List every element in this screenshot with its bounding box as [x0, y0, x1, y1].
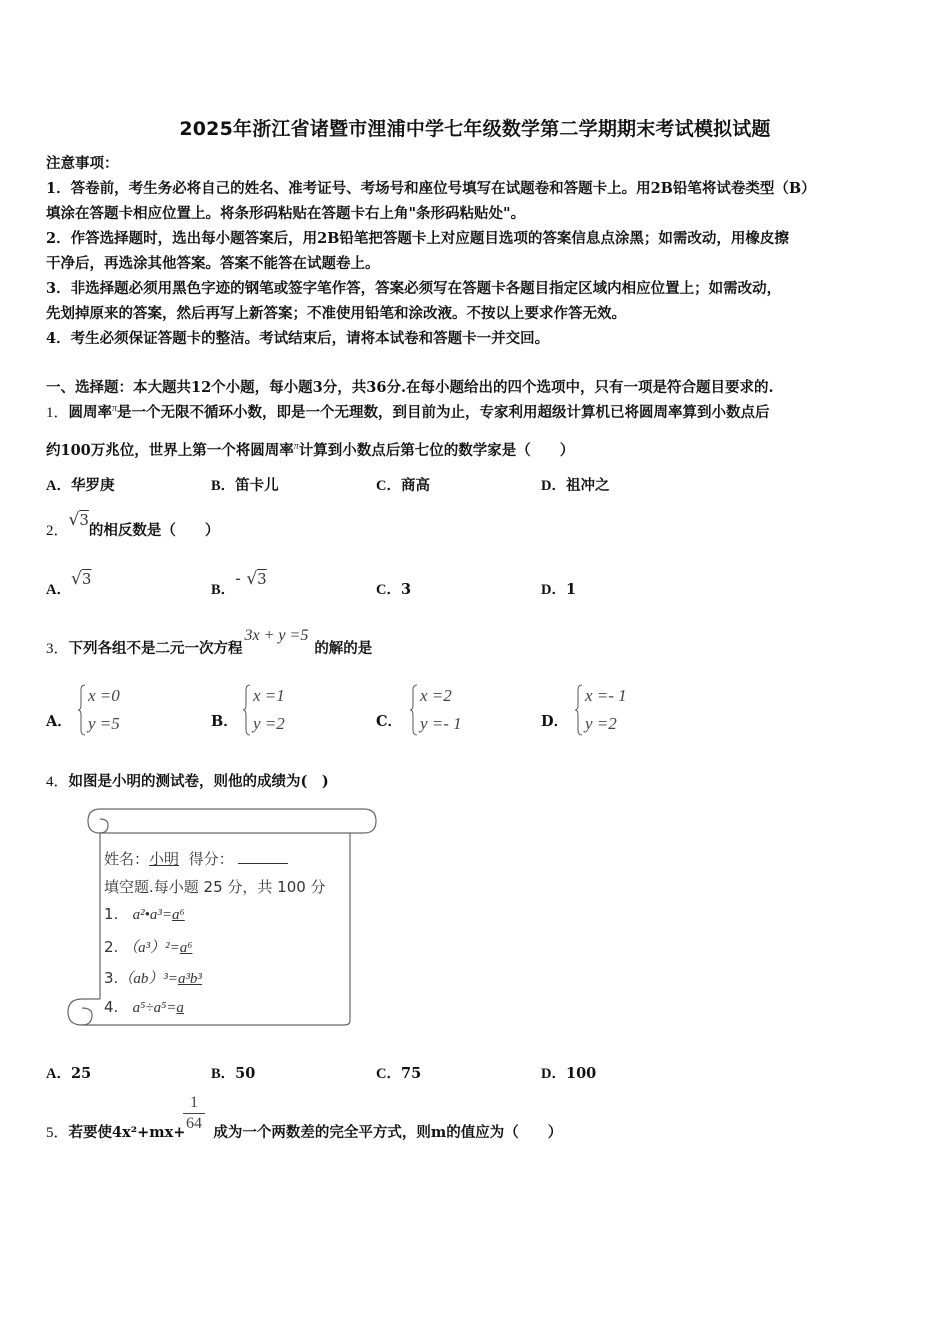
scroll-paper-icon: [52, 803, 382, 1033]
name-label: 姓名：: [104, 850, 150, 868]
item-number: 4.: [104, 998, 119, 1016]
option-text: 50: [235, 1065, 256, 1082]
option-label: A．: [46, 582, 71, 598]
q1-option-b[interactable]: [211, 474, 279, 495]
option-text: 3: [400, 581, 412, 598]
q2-option-d[interactable]: [541, 578, 576, 599]
equation-row: y =2: [585, 714, 617, 733]
sqrt-expression: √3: [68, 510, 89, 530]
brace-icon: [243, 684, 251, 736]
page-title: 2025年浙江省诸暨市浬浦中学七年级数学第二学期期末考试模拟试题: [179, 118, 771, 140]
radicand: 3: [81, 570, 92, 588]
q3-option-a-label[interactable]: A．: [46, 713, 72, 730]
paper-header: [104, 848, 288, 869]
equation-row: y =- 1: [420, 714, 462, 733]
q1-text: 是一个无限不循环小数，即是一个无理数，到目前为止，专家利用超级计算机已将圆周率算到小数点后: [117, 404, 770, 421]
item-question: a⁵÷a⁵=: [132, 1000, 177, 1016]
q1-option-d[interactable]: [541, 474, 609, 495]
q4-text: 如图是小明的测试卷，则他的成绩为( ): [68, 773, 329, 790]
student-name: 小明: [149, 850, 180, 868]
equation-row: y =5: [88, 714, 120, 733]
item-question: （ab）³=: [118, 971, 178, 987]
question-2: [46, 510, 220, 540]
question-number: 2．: [46, 523, 69, 539]
pi-symbol: π: [293, 441, 299, 453]
option-text: 祖冲之: [565, 477, 610, 494]
q3-option-d-label[interactable]: D．: [541, 713, 569, 730]
question-1-line-2: [46, 439, 574, 460]
radicand: 3: [79, 511, 89, 529]
paper-instruction: 填空题.每小题 25 分，共 100 分: [104, 878, 326, 896]
sqrt-expression: √3: [70, 569, 92, 589]
option-text: 1: [565, 581, 577, 598]
notice-line: 干净后，再选涂其他答案。答案不能答在试题卷上。: [46, 255, 380, 272]
option-label: A．: [46, 478, 71, 494]
q1-text: 约100万兆位，世界上第一个将圆周率: [46, 442, 294, 459]
option-text: 笛卡儿: [235, 477, 279, 494]
option-label: D．: [541, 1066, 566, 1082]
brace-icon: [575, 684, 583, 736]
equation-row: x =- 1: [585, 686, 627, 705]
option-text: 25: [70, 1065, 92, 1082]
question-number: 3．: [46, 641, 69, 657]
equation-row: y =2: [253, 714, 285, 733]
q2-text: 的相反数是（ ）: [88, 522, 220, 539]
paper-item: [104, 967, 202, 988]
question-3: [46, 627, 373, 658]
q1-option-a[interactable]: [46, 474, 114, 495]
option-label: D．: [541, 478, 566, 494]
q4-option-b[interactable]: [211, 1062, 255, 1083]
option-text: 100: [565, 1065, 597, 1082]
question-4: [46, 770, 329, 791]
question-1-line-1: [46, 401, 770, 422]
question-number: 1．: [46, 405, 69, 421]
option-text: 75: [400, 1065, 422, 1082]
item-answer: a³b³: [177, 971, 202, 987]
equation-row: x =2: [420, 686, 452, 705]
equation-row: x =0: [88, 686, 120, 705]
q4-option-a[interactable]: [46, 1062, 91, 1083]
q1-option-c[interactable]: [376, 474, 430, 495]
question-5: [46, 1121, 562, 1142]
notice-line: 2．作答选择题时，选出每小题答案后，用2B铅笔把答题卡上对应题目选项的答案信息点涂黑；如需改动，用橡皮擦: [46, 230, 789, 247]
score-blank: [238, 863, 288, 864]
notice-line: 先划掉原来的答案，然后再写上新答案；不准使用铅笔和涂改液。不按以上要求作答无效。: [46, 305, 626, 322]
item-question: a²•a³=: [132, 907, 172, 923]
item-number: 1.: [104, 905, 119, 923]
section-heading: 一、选择题：本大题共12个小题，每小题3分，共36分.在每小题给出的四个选项中，只有一项是符合题目要求的.: [46, 379, 774, 396]
option-label: B．: [211, 1066, 236, 1082]
q5-text: 成为一个两数差的完全平方式，则m的值应为（ ）: [213, 1124, 563, 1141]
notice-line: 4．考生必须保证答题卡的整洁。考试结束后，请将本试卷和答题卡一并交回。: [46, 330, 550, 347]
q2-option-c[interactable]: [376, 578, 411, 599]
paper-item: [104, 905, 185, 924]
q1-text: 计算到小数点后第七位的数学家是（ ）: [298, 442, 575, 459]
option-label: B．: [211, 582, 236, 598]
item-question: （a³）²=: [123, 940, 180, 956]
minus-sign: -: [235, 569, 241, 589]
score-label: 得分：: [188, 850, 234, 868]
item-number: 3.: [104, 969, 119, 987]
notice-heading: 注意事项：: [46, 155, 119, 172]
equation: 3x + y =5: [244, 627, 309, 644]
q3-option-b-label[interactable]: B．: [211, 713, 238, 730]
question-number: 5．: [46, 1125, 69, 1141]
brace-icon: [78, 684, 86, 736]
notice-line: 填涂在答题卡相应位置上。将条形码粘贴在答题卡右上角"条形码粘贴处"。: [46, 205, 526, 222]
q1-text: 圆周率: [68, 404, 113, 421]
q2-option-b[interactable]: [211, 569, 267, 599]
option-label: C．: [376, 478, 401, 494]
item-answer: a⁶: [179, 940, 193, 956]
fraction-bar: [183, 1113, 205, 1114]
notice-line: 1．答卷前，考生务必将自己的姓名、准考证号、考场号和座位号填写在试题卷和答题卡上。用2B铅笔将试卷类型（B）: [46, 180, 816, 197]
q2-option-a[interactable]: [46, 569, 92, 599]
pi-symbol: π: [112, 403, 118, 415]
q3-text: 的解的是: [314, 640, 373, 657]
paper-item: [104, 936, 192, 957]
notice-line: 3．非选择题必须用黑色字迹的钢笔或签字笔作答，答案必须写在答题卡各题目指定区域内相应位置上；如需改动，: [46, 280, 782, 297]
option-label: C．: [376, 1066, 401, 1082]
fraction-denominator: 64: [186, 1115, 202, 1132]
option-label: D．: [541, 582, 566, 598]
sqrt-expression: - √3: [235, 569, 267, 589]
option-text: 商高: [400, 477, 430, 494]
q3-option-c-label[interactable]: C．: [376, 713, 403, 730]
brace-icon: [410, 684, 418, 736]
q3-text: 下列各组不是二元一次方程: [68, 640, 243, 657]
equation-row: x =1: [253, 686, 285, 705]
fraction-numerator: 1: [190, 1094, 198, 1111]
paper-item: [104, 998, 184, 1017]
option-label: A．: [46, 1066, 71, 1082]
radicand: 3: [257, 570, 267, 588]
option-label: B．: [211, 478, 236, 494]
item-answer: a: [176, 1000, 184, 1016]
item-answer: a⁶: [172, 907, 185, 923]
q4-option-d[interactable]: [541, 1062, 596, 1083]
q4-option-c[interactable]: [376, 1062, 421, 1083]
option-label: C．: [376, 582, 401, 598]
test-paper-figure: [52, 803, 382, 1033]
fraction: [181, 1094, 207, 1133]
option-text: 华罗庚: [70, 477, 115, 494]
q5-text: 若要使4x²+mx+: [68, 1124, 186, 1141]
question-number: 4．: [46, 774, 69, 790]
item-number: 2.: [104, 938, 119, 956]
